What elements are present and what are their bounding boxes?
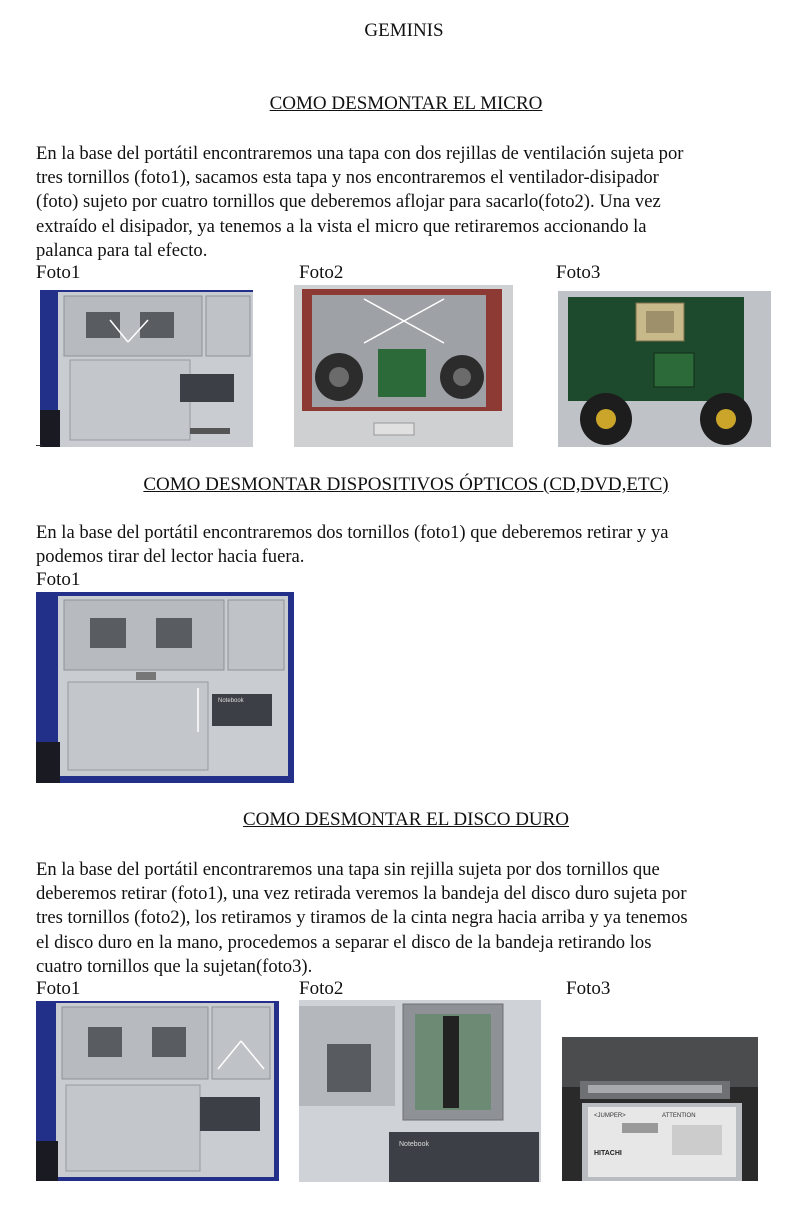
section-heading-hdd: COMO DESMONTAR EL DISCO DURO: [242, 809, 570, 830]
section-text-optical: [36, 521, 778, 569]
photo-caption: Foto1: [36, 569, 81, 590]
text-line: tres tornillos (foto2), los retiramos y tiramos de la cinta negra hacia arriba y ya tenemos: [36, 907, 688, 929]
photo-label-hitachi: HITACHI: [594, 1150, 622, 1157]
text-line: tres tornillos (foto1), sacamos esta tapa y nos encontraremos el ventilador-disipador: [36, 167, 659, 189]
text-line: cuatro tornillos que la sujetan(foto3).: [36, 955, 313, 977]
text-line: palanca para tal efecto.: [36, 239, 208, 261]
photo-laptop-base-vent-cover: [40, 290, 253, 447]
document-title: GEMINIS: [364, 20, 444, 41]
section-text-hdd: [36, 858, 778, 979]
photo-hdd-tray: [299, 1000, 541, 1182]
photo-laptop-base-optical: [36, 592, 294, 783]
photo-label-attention: ATTENTION: [662, 1113, 696, 1119]
photo-label-jumper: <JUMPER>: [594, 1113, 626, 1119]
photo-caption: Foto3: [556, 262, 601, 283]
section-heading-optical: COMO DESMONTAR DISPOSITIVOS ÓPTICOS (CD,DVD,ETC): [143, 474, 669, 495]
photo-caption: Foto2: [299, 978, 344, 999]
section-heading-micro: COMO DESMONTAR EL MICRO: [269, 93, 543, 114]
text-line: extraído el disipador, ya tenemos a la vista el micro que retiraremos accionando la: [36, 215, 647, 237]
photo-laptop-base-hdd-cover: [36, 1001, 279, 1181]
photo-caption: Foto1: [36, 262, 81, 283]
text-line: el disco duro en la mano, procedemos a separar el disco de la bandeja retirando los: [36, 931, 652, 953]
text-line: En la base del portátil encontraremos dos tornillos (foto1) que deberemos retirar y ya: [36, 522, 669, 543]
text-line: (foto) sujeto por cuatro tornillos que deberemos aflojar para sacarlo(foto2). Una vez: [36, 191, 661, 213]
photo-hdd-connector: [562, 1037, 758, 1181]
photo-label-notebook: Notebook: [399, 1141, 429, 1148]
photo-label-notebook: Notebook: [218, 698, 244, 704]
photo-heatsink-fan: [294, 285, 513, 447]
text-line: podemos tirar del lector hacia fuera.: [36, 546, 305, 568]
photo-cpu-exposed: [558, 291, 771, 447]
text-line: En la base del portátil encontraremos una tapa sin rejilla sujeta por dos tornillos que: [36, 859, 660, 880]
photo-caption: Foto2: [299, 262, 344, 283]
text-line: En la base del portátil encontraremos una tapa con dos rejillas de ventilación sujeta por: [36, 143, 684, 164]
text-line: deberemos retirar (foto1), una vez retirada veremos la bandeja del disco duro sujeta por: [36, 883, 687, 905]
photo-caption: Foto3: [566, 978, 611, 999]
stray-dash: [36, 445, 42, 446]
section-text-micro: [36, 142, 778, 263]
photo-caption: Foto1: [36, 978, 81, 999]
